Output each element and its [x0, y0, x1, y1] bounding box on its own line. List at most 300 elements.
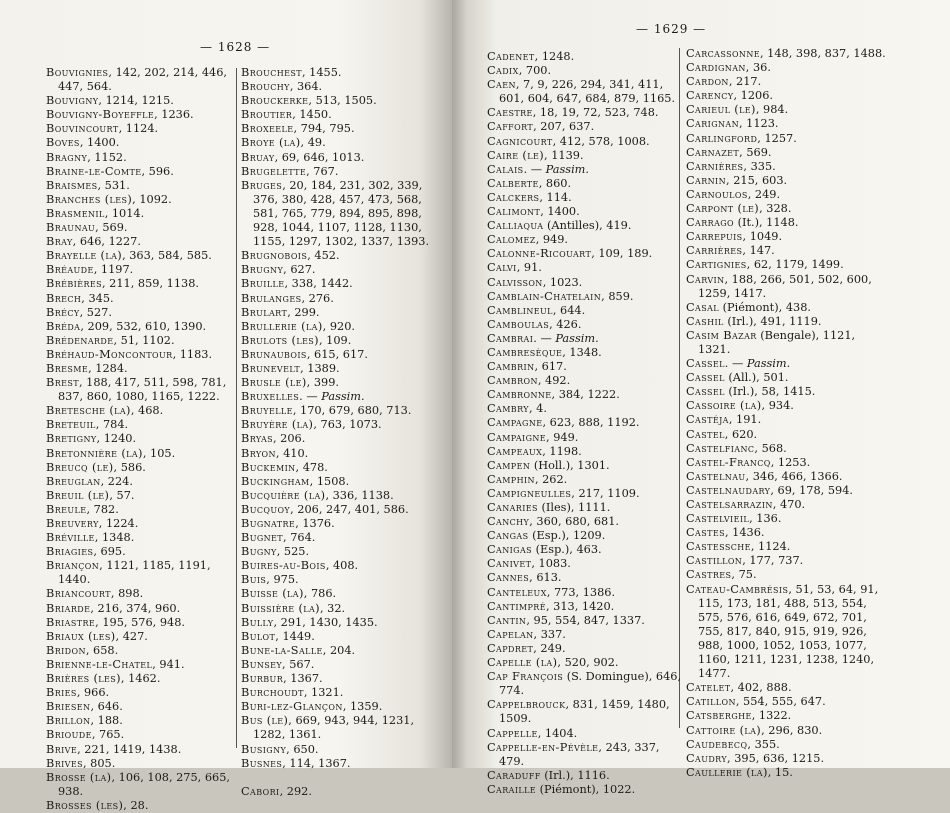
entry-name: Cardignan	[686, 61, 746, 75]
index-entry	[46, 672, 236, 686]
entry-pages: . —	[724, 357, 747, 371]
entry-pages: , 195, 576, 948.	[95, 615, 185, 629]
entry-pages: , 355.	[747, 737, 780, 751]
entry-name: Calvi	[487, 261, 517, 275]
entry-pages: , 1214, 1215.	[98, 94, 174, 108]
index-entry	[241, 122, 437, 136]
index-entry	[487, 670, 682, 698]
entry-pages: , 763, 1073.	[313, 418, 382, 432]
entry-name: Breteuil	[46, 418, 96, 432]
index-entry	[46, 151, 236, 165]
index-entry	[686, 695, 891, 709]
index-entry	[686, 258, 891, 272]
entry-name: Catillon	[686, 695, 736, 709]
index-entry	[46, 221, 236, 235]
entry-pages: , 586.	[113, 460, 146, 474]
index-entry	[487, 233, 682, 247]
entry-name: Campaigne	[487, 430, 547, 444]
index-entry	[241, 292, 437, 306]
entry-pages: , 617.	[534, 360, 567, 374]
entry-pages: , 1198.	[542, 444, 582, 458]
entry-pages: , 646.	[90, 700, 123, 714]
entry-name: Briaux (les)	[46, 629, 116, 643]
entry-name: Canigas	[487, 543, 533, 557]
index-entry	[686, 385, 891, 399]
entry-name: Carlingford	[686, 131, 758, 145]
entry-pages: . —	[299, 390, 322, 404]
entry-pages: , 934.	[761, 399, 794, 413]
index-entry	[46, 616, 236, 630]
index-entry	[686, 554, 891, 568]
entry-name: Capelan	[487, 627, 534, 641]
index-entry	[487, 332, 682, 346]
entry-name: Castes	[686, 526, 725, 540]
entry-pages: , 209, 532, 610, 1390.	[80, 319, 207, 333]
entry-pages: , 478.	[295, 460, 328, 474]
entry-pages: , 773, 1386.	[546, 585, 616, 599]
index-entry	[46, 348, 236, 362]
index-entry	[487, 135, 682, 149]
entry-name: Camblineul	[487, 303, 553, 317]
index-entry	[487, 614, 682, 628]
entry-name: Carignan	[686, 117, 739, 131]
entry-pages: , 148, 398, 837, 1488.	[759, 47, 886, 60]
entry-pages: , 207, 637.	[533, 120, 595, 134]
entry-name: Campigneulles	[487, 486, 572, 500]
entry-pages: , 941.	[152, 657, 185, 671]
index-entry	[487, 515, 682, 529]
index-entry	[686, 61, 891, 75]
entry-pages: , 646, 1227.	[72, 235, 141, 249]
entry-pages: , 520, 902.	[557, 656, 619, 670]
index-entry	[241, 108, 437, 122]
index-entry	[686, 568, 891, 582]
entry-name: Brécy	[46, 305, 80, 319]
entry-name: Cagnicourt	[487, 134, 553, 148]
entry-pages: , 336, 1138.	[325, 488, 394, 502]
entry-name: Bretesche (la)	[46, 404, 131, 418]
entry-pages: , 669, 943, 944, 1231, 1282, 1361.	[253, 714, 415, 742]
entry-name: Brulots (les)	[241, 333, 319, 347]
entry-name: Breucq (le)	[46, 460, 114, 474]
index-entry	[46, 108, 236, 122]
index-entry	[46, 743, 236, 757]
entry-pages: , 1436.	[724, 526, 765, 540]
entry-pages: , 1450.	[292, 108, 332, 122]
entry-pages: , 1449.	[275, 629, 315, 643]
index-entry	[686, 146, 891, 160]
index-entry	[487, 783, 682, 797]
entry-pages: , 831, 1459, 1480, 1509.	[499, 698, 670, 726]
entry-name: Bouvigny-Boyeffle	[46, 108, 155, 122]
entry-name: Buissière (la)	[241, 601, 320, 615]
entry-pages: , 109.	[319, 333, 352, 347]
index-entry	[46, 503, 236, 517]
entry-name: Buckingham	[241, 474, 310, 488]
entry-pages: , 114.	[539, 190, 572, 204]
entry-pages: , 627.	[283, 263, 316, 277]
entry-name: Camblain-Chatelain	[487, 289, 602, 303]
entry-pages: , 142, 202, 214, 446, 447, 564.	[58, 66, 227, 94]
index-entry	[46, 263, 236, 277]
index-entry	[46, 489, 236, 503]
index-entry	[487, 557, 682, 571]
entry-name: Caullerie (la)	[686, 765, 768, 779]
entry-pages: , 15.	[767, 765, 793, 779]
entry-name: Cangas	[487, 529, 529, 543]
index-entry	[46, 179, 236, 193]
entry-pages: , 975.	[266, 573, 299, 587]
index-entry	[487, 656, 682, 670]
entry-pages: , 412, 578, 1008.	[552, 134, 650, 148]
entry-name: Cattoire (la)	[686, 723, 762, 737]
entry-name: Breuil (le)	[46, 488, 110, 502]
entry-pages: , 215, 603.	[726, 173, 788, 187]
entry-pages: , 1236.	[154, 108, 194, 122]
entry-name: Brasmenil	[46, 206, 105, 220]
entry-name: Bouvigny	[46, 94, 99, 108]
index-entry	[241, 348, 437, 362]
entry-name: Brienne-le-Chatel	[46, 657, 153, 671]
entry-name: Briançon	[46, 559, 100, 573]
index-entry	[487, 318, 682, 332]
entry-pages: , 217.	[728, 75, 762, 89]
index-entry	[686, 315, 891, 329]
entry-pages: , 328.	[759, 202, 792, 216]
entry-name: Carieul (le)	[686, 103, 756, 117]
entry-name: Brayelle (la)	[46, 249, 123, 263]
entry-pages: , 191.	[728, 413, 762, 427]
index-entry	[46, 376, 236, 404]
entry-pages: . —	[533, 331, 556, 345]
entry-name: Bune-la-Salle	[241, 643, 323, 657]
entry-pages: , 1183.	[172, 347, 213, 361]
entry-name: Bray	[46, 235, 73, 249]
index-entry	[487, 445, 682, 459]
index-entry	[46, 644, 236, 658]
entry-name: Castel	[686, 427, 725, 441]
entry-pages: , 620.	[724, 427, 758, 441]
entry-pages: , 216, 374, 960.	[90, 601, 181, 615]
entry-pages: , 1124.	[750, 540, 791, 554]
entry-pages: , 114, 1367.	[282, 756, 351, 770]
entry-name: Catsberghe	[686, 709, 752, 723]
entry-pages: , 569.	[95, 221, 128, 235]
entry-pages: (It.), 1148.	[734, 216, 799, 230]
index-entry	[241, 404, 437, 418]
index-entry	[686, 301, 891, 315]
entry-name: Cardon	[686, 75, 729, 89]
entry-pages: , 51, 53, 64, 91, 115, 173, 181, 488, 513, 554, 575, 576, 616, 649, 672, 701, 755, 817, 840, 915, 919, 926, 988, 1000, 1052, 1053, 1077, 1160, 1211, 1231, 1238, 1240, 1477.	[698, 582, 879, 681]
entry-name: Canaries	[487, 501, 538, 514]
index-entry	[241, 249, 437, 263]
entry-name: Bouvignies	[46, 66, 109, 79]
index-entry	[487, 586, 682, 600]
index-entry	[46, 559, 236, 587]
entry-pages: (Irl.), 1116.	[540, 768, 610, 782]
entry-name: Buri-lez-Glançon	[241, 700, 343, 714]
entry-pages: , 95, 554, 847, 1337.	[526, 613, 645, 627]
entry-pages: , 188, 266, 501, 502, 600, 1259, 1417.	[698, 272, 872, 300]
entry-name: Bugny	[241, 545, 277, 559]
entry-pages: , 105.	[142, 446, 176, 460]
entry-name: Brusle (le)	[241, 376, 307, 390]
entry-name: Brives	[46, 756, 83, 770]
entry-name: Bréda	[46, 319, 81, 333]
entry-name: Brugny	[241, 263, 284, 277]
entry-pages: , 1400.	[540, 205, 580, 219]
entry-name: Cadenet	[487, 50, 535, 63]
entry-name: Briagies	[46, 545, 94, 559]
entry-pages: , 7, 9, 226, 294, 341, 411, 601, 604, 647, 684, 879, 1165.	[499, 78, 676, 106]
index-entry	[487, 529, 682, 543]
index-entry	[487, 571, 682, 585]
index-entry	[487, 247, 682, 261]
index-entry	[46, 432, 236, 446]
entry-name: Brosses (les)	[46, 798, 124, 812]
index-entry	[487, 600, 682, 614]
entry-pages: . —	[523, 162, 546, 176]
entry-pages: , 1348.	[94, 531, 135, 545]
index-entry	[46, 799, 236, 813]
entry-pages: (Piémont), 438.	[719, 300, 811, 314]
index-entry	[241, 475, 437, 489]
entry-pages: , 399.	[306, 376, 340, 390]
entry-pages: , 1123.	[738, 117, 779, 131]
entry-name: Buckemin	[241, 460, 296, 474]
entry-name: Brive	[46, 742, 78, 756]
index-entry	[46, 136, 236, 150]
index-entry	[46, 728, 236, 742]
index-entry	[241, 94, 437, 108]
entry-name: Calliaqua	[487, 219, 544, 233]
entry-pages: , 492.	[537, 374, 571, 388]
entry-name: Cassel	[686, 357, 725, 371]
index-entry	[241, 686, 437, 700]
index-entry	[241, 179, 437, 249]
entry-name: Branches (les)	[46, 192, 133, 206]
entry-pages: , 1257.	[757, 131, 797, 145]
entry-pages: , 949.	[535, 233, 569, 247]
entry-name: Caestre	[487, 106, 533, 120]
entry-name: Bretonnière (la)	[46, 446, 143, 460]
index-entry	[686, 132, 891, 146]
index-entry	[686, 371, 891, 385]
index-entry	[487, 628, 682, 642]
index-entry	[241, 517, 437, 531]
index-entry	[46, 362, 236, 376]
index-entry	[487, 402, 682, 416]
entry-pages: , 4.	[528, 402, 547, 416]
entry-pages: , 531.	[97, 178, 130, 192]
index-entry	[686, 244, 891, 258]
index-entry	[487, 50, 682, 64]
entry-pages: , 468.	[130, 404, 164, 418]
index-entry	[46, 700, 236, 714]
entry-pages: , 384, 1222.	[551, 388, 620, 402]
index-entry	[487, 459, 682, 473]
entry-pages: , 860.	[538, 176, 572, 190]
index-entry	[487, 769, 682, 783]
entry-name: Carrago	[686, 216, 734, 230]
entry-pages: , 249.	[747, 187, 781, 201]
entry-pages: (Holl.), 1301.	[530, 458, 610, 472]
index-entry	[241, 390, 437, 404]
index-entry	[487, 416, 682, 430]
index-entry	[46, 602, 236, 616]
entry-name: Bugnatre	[241, 517, 296, 530]
entry-name: Castéja	[686, 413, 729, 427]
entry-pages: , 898.	[110, 587, 144, 601]
entry-pages: (Irl.), 491, 1119.	[723, 314, 822, 328]
entry-pages: , 695.	[93, 545, 126, 559]
entry-name: Calomez	[487, 233, 536, 247]
entry-name: Castelsarrazin	[686, 498, 773, 511]
entry-pages: , 204.	[322, 643, 356, 657]
entry-name: Carpont (le)	[686, 202, 760, 216]
entry-name: Brouchest	[241, 66, 302, 79]
entry-pages: , 1359.	[342, 700, 383, 714]
index-entry	[487, 219, 682, 233]
entry-name: Bucquoy	[241, 502, 291, 516]
index-column	[241, 66, 437, 799]
index-entry	[241, 503, 437, 517]
entry-pages: , 1389.	[300, 361, 340, 375]
entry-name: Bruyelle	[241, 404, 293, 418]
entry-pages: , 69, 646, 1013.	[274, 150, 365, 164]
entry-name: Caudebecq	[686, 737, 748, 751]
index-entry	[241, 418, 437, 432]
index-entry	[487, 304, 682, 318]
entry-pages: (Antilles), 419.	[543, 219, 632, 233]
entry-pages: , 345.	[81, 291, 114, 305]
entry-pages: (Iles), 1111.	[537, 501, 611, 514]
entry-pages: , 615, 617.	[306, 347, 368, 361]
entry-pages: , 644.	[552, 303, 586, 317]
entry-name: Capdret	[487, 641, 534, 655]
entry-pages: (Esp.), 1209.	[528, 529, 606, 543]
entry-name: Caudry	[686, 751, 728, 765]
index-entry	[487, 149, 682, 163]
entry-name: Breule	[46, 502, 87, 516]
index-entry	[487, 64, 682, 78]
entry-name: Cassel	[686, 371, 725, 385]
index-entry	[487, 388, 682, 402]
index-entry	[686, 738, 891, 752]
index-entry	[487, 78, 682, 106]
entry-pages: , 650.	[286, 742, 319, 756]
index-entry	[686, 75, 891, 89]
index-entry	[46, 334, 236, 348]
entry-name: Busigny	[241, 742, 287, 756]
entry-pages: , 36.	[745, 61, 771, 75]
entry-pages: , 859.	[601, 289, 634, 303]
index-entry	[241, 573, 437, 587]
index-entry	[686, 329, 891, 357]
index-entry	[686, 752, 891, 766]
entry-name: Campen	[487, 458, 531, 472]
entry-pages: , 1348.	[562, 345, 602, 359]
entry-pages: , 1253.	[770, 455, 811, 469]
entry-pages: , 767.	[306, 164, 339, 178]
entry-pages: , 249.	[533, 641, 566, 655]
entry-pages: , 1224.	[98, 517, 139, 530]
index-entry	[686, 103, 891, 117]
index-entry	[686, 709, 891, 723]
entry-pages: , 1240.	[96, 432, 137, 446]
entry-name: Castres	[686, 568, 732, 582]
entry-name: Carnières	[686, 159, 744, 173]
entry-pages: , 1404.	[537, 726, 578, 740]
entry-name: Camboulas	[487, 317, 550, 331]
entry-name: Calimont	[487, 205, 541, 219]
index-entry	[241, 263, 437, 277]
entry-pages: , 57.	[109, 488, 135, 502]
entry-pages: , 1248.	[534, 50, 575, 63]
index-entry	[46, 320, 236, 334]
index-entry	[487, 431, 682, 445]
index-entry	[46, 630, 236, 644]
entry-name: Cap François	[487, 670, 564, 684]
entry-pages: , 224.	[100, 474, 133, 488]
entry-name: Broxeele	[241, 122, 294, 136]
entry-name: Brioude	[46, 728, 92, 742]
index-entry	[241, 277, 437, 291]
index-entry	[241, 587, 437, 601]
index-entry	[46, 404, 236, 418]
entry-name: Calonne-Ricouart	[487, 247, 592, 261]
entry-pages: , 1152.	[87, 150, 127, 164]
index-entry	[487, 290, 682, 304]
entry-name: Bréaude	[46, 263, 94, 277]
entry-pages: , 170, 679, 680, 713.	[292, 404, 412, 418]
entry-name: Braismes	[46, 178, 98, 192]
index-entry	[241, 489, 437, 503]
index-entry	[46, 771, 236, 799]
entry-pages: , 32.	[319, 601, 346, 615]
index-entry	[487, 177, 682, 191]
index-entry	[686, 681, 891, 695]
entry-name: Briarde	[46, 601, 91, 615]
entry-name: Caire (le)	[487, 148, 545, 162]
entry-name: Bries	[46, 686, 77, 700]
entry-pages: , 525.	[276, 545, 310, 559]
entry-pages: , 62, 1179, 1499.	[746, 258, 844, 272]
entry-pages: , 346, 466, 1366.	[745, 469, 843, 483]
index-entry	[487, 120, 682, 134]
index-column	[487, 50, 682, 797]
entry-name: Carcassonne	[686, 47, 760, 60]
entry-name: Castelfianc	[686, 441, 755, 455]
entry-pages: , 109, 189.	[591, 247, 653, 261]
entry-pages: , 1367.	[283, 672, 323, 686]
entry-pages: , 426.	[549, 317, 582, 331]
entry-pages: , 569.	[739, 145, 772, 159]
entry-pages: , 91.	[516, 261, 542, 275]
entry-pages: , 410.	[275, 446, 309, 460]
index-entry	[241, 151, 437, 165]
entry-name: Canivet	[487, 557, 532, 571]
entry-pages: (Irl.), 58, 1415.	[724, 385, 816, 399]
entry-name: Boves	[46, 136, 80, 150]
index-entry	[241, 334, 437, 348]
entry-name: Bruges	[241, 178, 283, 192]
entry-name: Braunau	[46, 221, 96, 235]
entry-pages: , 337.	[533, 627, 566, 641]
entry-name: Burchoudt	[241, 686, 304, 700]
index-entry	[46, 475, 236, 489]
index-entry	[686, 273, 891, 301]
